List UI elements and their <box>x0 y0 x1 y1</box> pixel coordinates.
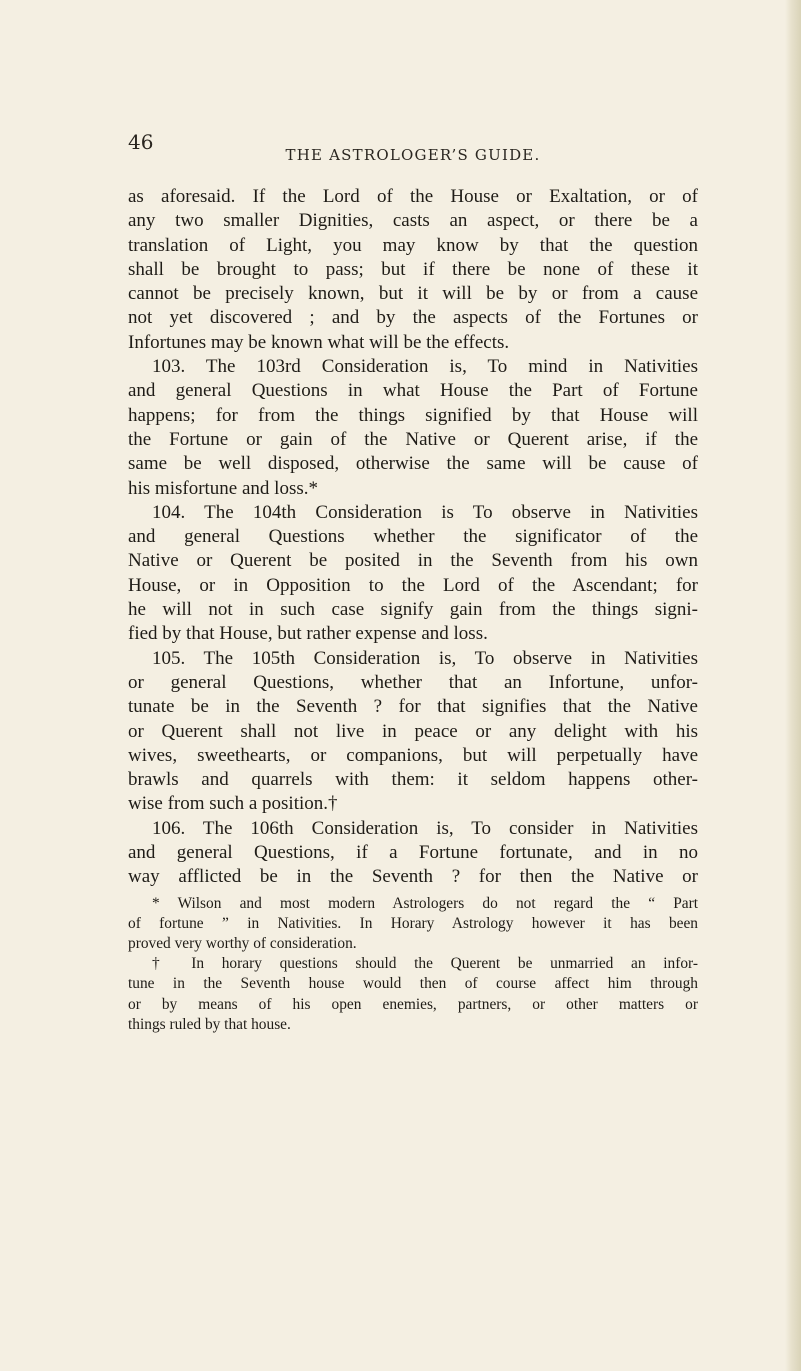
footnote-line: or by means of his open enemies, partners, or other matters or <box>128 995 698 1013</box>
text-line: Infortunes may be known what will be the effects. <box>128 331 510 353</box>
text-line: wise from such a position.† <box>128 793 338 815</box>
text-line: 105. The 105th Consideration is, To observe in Nativities <box>152 647 698 669</box>
text-line: 106. The 106th Consideration is, To consider in Nativities <box>152 817 698 839</box>
text-line: the Fortune or gain of the Native or Querent arise, if the <box>128 428 698 450</box>
footnotes <box>128 894 698 1035</box>
body-text <box>128 185 698 1035</box>
page-number: 46 <box>128 130 154 154</box>
running-head: THE ASTROLOGER’S GUIDE. <box>285 146 541 164</box>
footnote-line: of fortune ” in Nativities. In Horary Astrology however it has been <box>128 914 698 932</box>
page-header <box>128 130 698 164</box>
text-line: and general Questions, if a Fortune fortunate, and in no <box>128 842 698 864</box>
text-line: and general Questions in what House the Part of Fortune <box>128 380 698 402</box>
text-line: wives, sweethearts, or companions, but will perpetually have <box>128 744 698 766</box>
footnote-line: * Wilson and most modern Astrologers do not regard the “ Part <box>152 894 698 912</box>
text-line: Native or Querent be posited in the Seventh from his own <box>128 550 698 572</box>
text-line: tunate be in the Seventh ? for that signifies that the Native <box>128 696 698 718</box>
text-line: way afflicted be in the Seventh ? for then the Native or <box>128 866 698 888</box>
text-line: translation of Light, you may know by that the question <box>128 234 698 256</box>
text-line: fied by that House, but rather expense and loss. <box>128 623 488 645</box>
text-line: he will not in such case signify gain from the things signi- <box>128 599 698 621</box>
text-line: brawls and quarrels with them: it seldom happens other- <box>128 769 698 791</box>
text-line: as aforesaid. If the Lord of the House or Exaltation, or of <box>128 186 698 207</box>
text-line: not yet discovered ; and by the aspects of the Fortunes or <box>128 307 698 329</box>
text-line: shall be brought to pass; but if there be none of these it <box>128 258 698 280</box>
footnote-line: things ruled by that house. <box>128 1015 291 1033</box>
text-line: House, or in Opposition to the Lord of the Ascendant; for <box>128 574 698 596</box>
text-line: and general Questions whether the significator of the <box>128 526 698 548</box>
text-line: 103. The 103rd Consideration is, To mind in Nativities <box>152 356 698 378</box>
text-line: happens; for from the things signified by that House will <box>128 404 698 426</box>
text-line: or general Questions, whether that an Infortune, unfor- <box>128 671 698 693</box>
footnote-line: proved very worthy of consideration. <box>128 934 357 952</box>
footnote-line: tune in the Seventh house would then of course affect him through <box>128 975 698 993</box>
text-line: his misfortune and loss.* <box>128 477 318 499</box>
footnote-line: † In horary questions should the Querent be unmarried an infor- <box>152 955 698 973</box>
text-line: 104. The 104th Consideration is To observe in Nativities <box>152 501 698 523</box>
text-line: any two smaller Dignities, casts an aspect, or there be a <box>128 210 698 232</box>
page-edge <box>785 0 801 1371</box>
text-line: cannot be precisely known, but it will be by or from a cause <box>128 283 698 305</box>
text-line: same be well disposed, otherwise the same will be cause of <box>128 453 698 475</box>
text-line: or Querent shall not live in peace or any delight with his <box>128 720 698 742</box>
